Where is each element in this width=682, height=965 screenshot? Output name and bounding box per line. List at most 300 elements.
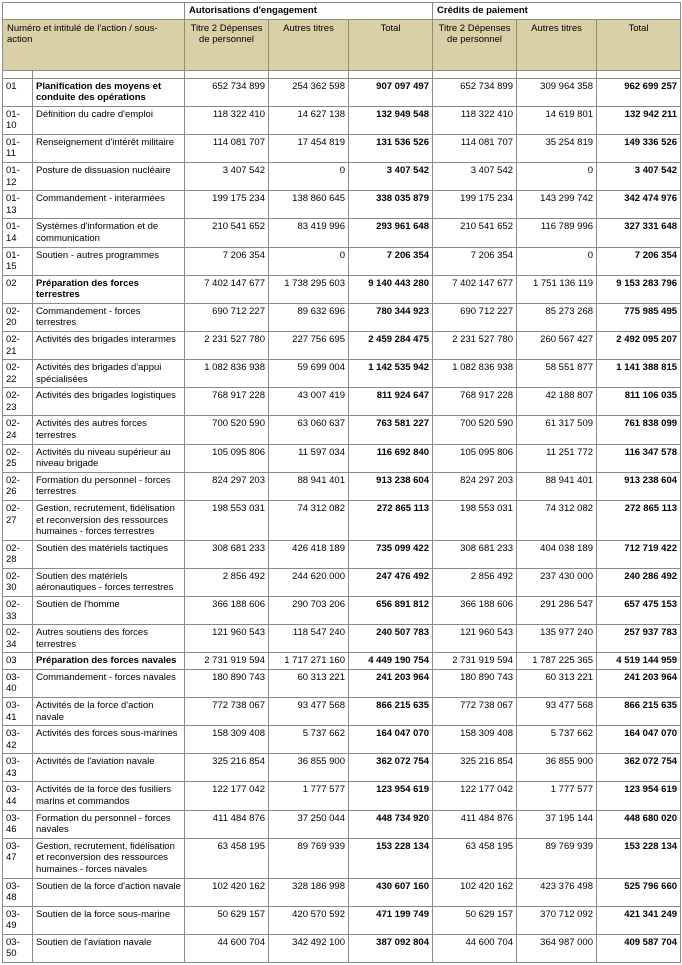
ae-total-cell: 293 961 648: [349, 219, 433, 247]
row-code: 01: [3, 78, 33, 106]
ae-titre2-cell: 199 175 234: [185, 191, 269, 219]
ae-titre2-cell: 114 081 707: [185, 134, 269, 162]
ae-titre2-cell: 158 309 408: [185, 726, 269, 754]
ae-titre2-cell: 308 681 233: [185, 540, 269, 568]
cp-total-cell: 421 341 249: [597, 906, 681, 934]
cp-autres-cell: 370 712 092: [517, 906, 597, 934]
cp-titre2-cell: 824 297 203: [433, 472, 517, 500]
cp-autres-cell: 37 195 144: [517, 810, 597, 838]
cp-autres-cell: 58 551 877: [517, 360, 597, 388]
table-row: [3, 568, 681, 596]
row-label: Activités de la force des fusiliers marins et commandos: [33, 782, 185, 810]
ae-total-cell: 247 476 492: [349, 568, 433, 596]
row-label: Commandement - forces terrestres: [33, 303, 185, 331]
ae-titre2-cell: 652 734 899: [185, 78, 269, 106]
ae-titre2-cell: 768 917 228: [185, 388, 269, 416]
cp-titre2-cell: 325 216 854: [433, 754, 517, 782]
cp-titre2-cell: 63 458 195: [433, 838, 517, 878]
row-label: Activités du niveau supérieur au niveau brigade: [33, 444, 185, 472]
cp-total-cell: 962 699 257: [597, 78, 681, 106]
cp-total-cell: 712 719 422: [597, 540, 681, 568]
cp-titre2-cell: 768 917 228: [433, 388, 517, 416]
cp-titre2-cell: 700 520 590: [433, 416, 517, 444]
ae-titre2-cell: 210 541 652: [185, 219, 269, 247]
table-row: [3, 247, 681, 275]
row-label: Soutien des matériels tactiques: [33, 540, 185, 568]
cp-autres-cell: 1 751 136 119: [517, 275, 597, 303]
ae-autres-cell: 89 769 939: [269, 838, 349, 878]
ae-autres-cell: 426 418 189: [269, 540, 349, 568]
row-code: 03-50: [3, 934, 33, 962]
row-code: 01-11: [3, 134, 33, 162]
cp-total-cell: 775 985 495: [597, 303, 681, 331]
table-row: [3, 726, 681, 754]
ae-autres-cell: 63 060 637: [269, 416, 349, 444]
row-label: Préparation des forces navales: [33, 653, 185, 670]
cp-total-cell: 525 796 660: [597, 878, 681, 906]
ae-autres-cell: 118 547 240: [269, 625, 349, 653]
table-row: [3, 275, 681, 303]
ae-autres-cell: 290 703 206: [269, 596, 349, 624]
cp-titre2-cell: 210 541 652: [433, 219, 517, 247]
table-row: [3, 191, 681, 219]
ae-titre2-cell: 121 960 543: [185, 625, 269, 653]
ae-total-cell: 338 035 879: [349, 191, 433, 219]
cp-autres-cell: 1 787 225 365: [517, 653, 597, 670]
ae-total-cell: 763 581 227: [349, 416, 433, 444]
ae-total-cell: 9 140 443 280: [349, 275, 433, 303]
ae-titre2-cell: 3 407 542: [185, 163, 269, 191]
ae-total-cell: 132 949 548: [349, 106, 433, 134]
ae-autres-cell: 89 632 696: [269, 303, 349, 331]
table-row: [3, 78, 681, 106]
ae-autres-cell: 138 860 645: [269, 191, 349, 219]
row-label: Activités de la force d'action navale: [33, 698, 185, 726]
ae-autres-cell: 17 454 819: [269, 134, 349, 162]
ae-autres-cell: 1 717 271 160: [269, 653, 349, 670]
row-code: 03-41: [3, 698, 33, 726]
cp-total-cell: 409 587 704: [597, 934, 681, 962]
row-label: Activités des brigades d'appui spécialisées: [33, 360, 185, 388]
table-row: [3, 416, 681, 444]
ae-titre2-cell: 700 520 590: [185, 416, 269, 444]
row-code: 02-26: [3, 472, 33, 500]
ae-total-cell: 866 215 635: [349, 698, 433, 726]
table-row: [3, 106, 681, 134]
cp-total-cell: 811 106 035: [597, 388, 681, 416]
cp-autres-cell: 0: [517, 247, 597, 275]
budget-table: [2, 2, 681, 963]
row-label: Activités des brigades logistiques: [33, 388, 185, 416]
table-row: [3, 782, 681, 810]
table-row: [3, 698, 681, 726]
row-code: 02-24: [3, 416, 33, 444]
spacer-cell: [185, 70, 269, 78]
cp-autres-cell: 85 273 268: [517, 303, 597, 331]
row-code: 03-40: [3, 669, 33, 697]
cp-autres-cell: 423 376 498: [517, 878, 597, 906]
cp-autres-cell: 61 317 509: [517, 416, 597, 444]
ae-titre2-cell: 198 553 031: [185, 500, 269, 540]
row-label: Préparation des forces terrestres: [33, 275, 185, 303]
cp-autres-cell: 1 777 577: [517, 782, 597, 810]
table-row: [3, 500, 681, 540]
spacer-cell: [433, 70, 517, 78]
row-code: 03-47: [3, 838, 33, 878]
cp-titre2-cell: 118 322 410: [433, 106, 517, 134]
cp-titre2-cell: 105 095 806: [433, 444, 517, 472]
cp-titre2-cell: 199 175 234: [433, 191, 517, 219]
cp-autres-cell: 135 977 240: [517, 625, 597, 653]
row-code: 01-15: [3, 247, 33, 275]
cp-autres-cell: 364 987 000: [517, 934, 597, 962]
table-row: [3, 878, 681, 906]
row-code: 03: [3, 653, 33, 670]
row-code: 03-46: [3, 810, 33, 838]
spacer-cell: [517, 70, 597, 78]
cp-total-cell: 9 153 283 796: [597, 275, 681, 303]
row-label: Activités de l'aviation navale: [33, 754, 185, 782]
row-code: 02-33: [3, 596, 33, 624]
table-row: [3, 219, 681, 247]
ae-titre2-cell: 63 458 195: [185, 838, 269, 878]
cp-titre2-cell: 308 681 233: [433, 540, 517, 568]
table-row: [3, 388, 681, 416]
cp-autres-cell: 88 941 401: [517, 472, 597, 500]
column-header-ae-total: Total: [349, 19, 433, 70]
cp-titre2-cell: 50 629 157: [433, 906, 517, 934]
cp-titre2-cell: 102 420 162: [433, 878, 517, 906]
ae-autres-cell: 14 627 138: [269, 106, 349, 134]
spacer-cell: [269, 70, 349, 78]
ae-titre2-cell: 50 629 157: [185, 906, 269, 934]
ae-autres-cell: 43 007 419: [269, 388, 349, 416]
ae-titre2-cell: 122 177 042: [185, 782, 269, 810]
row-code: 02-22: [3, 360, 33, 388]
cp-total-cell: 164 047 070: [597, 726, 681, 754]
spacer-row: [3, 70, 681, 78]
row-code: 02-23: [3, 388, 33, 416]
ae-total-cell: 4 449 190 754: [349, 653, 433, 670]
ae-titre2-cell: 2 856 492: [185, 568, 269, 596]
ae-autres-cell: 88 941 401: [269, 472, 349, 500]
cp-autres-cell: 36 855 900: [517, 754, 597, 782]
ae-total-cell: 1 142 535 942: [349, 360, 433, 388]
ae-titre2-cell: 105 095 806: [185, 444, 269, 472]
row-label: Systèmes d'information et de communication: [33, 219, 185, 247]
cp-total-cell: 866 215 635: [597, 698, 681, 726]
cp-total-cell: 4 519 144 959: [597, 653, 681, 670]
cp-titre2-cell: 3 407 542: [433, 163, 517, 191]
ae-titre2-cell: 366 188 606: [185, 596, 269, 624]
ae-titre2-cell: 7 206 354: [185, 247, 269, 275]
ae-titre2-cell: 824 297 203: [185, 472, 269, 500]
ae-total-cell: 471 199 749: [349, 906, 433, 934]
ae-total-cell: 780 344 923: [349, 303, 433, 331]
row-code: 02-25: [3, 444, 33, 472]
row-label: Activités des autres forces terrestres: [33, 416, 185, 444]
cp-total-cell: 116 347 578: [597, 444, 681, 472]
table-row: [3, 303, 681, 331]
cp-titre2-cell: 198 553 031: [433, 500, 517, 540]
row-code: 02: [3, 275, 33, 303]
ae-total-cell: 240 507 783: [349, 625, 433, 653]
ae-titre2-cell: 180 890 743: [185, 669, 269, 697]
cp-autres-cell: 11 251 772: [517, 444, 597, 472]
row-label: Définition du cadre d'emploi: [33, 106, 185, 134]
ae-total-cell: 362 072 754: [349, 754, 433, 782]
ae-titre2-cell: 118 322 410: [185, 106, 269, 134]
row-label: Formation du personnel - forces navales: [33, 810, 185, 838]
ae-total-cell: 131 536 526: [349, 134, 433, 162]
cp-autres-cell: 5 737 662: [517, 726, 597, 754]
ae-autres-cell: 0: [269, 247, 349, 275]
row-label: Soutien de l'aviation navale: [33, 934, 185, 962]
row-label: Soutien - autres programmes: [33, 247, 185, 275]
ae-total-cell: 811 924 647: [349, 388, 433, 416]
ae-autres-cell: 37 250 044: [269, 810, 349, 838]
cp-total-cell: 149 336 526: [597, 134, 681, 162]
column-header-row: [3, 19, 681, 70]
cp-titre2-cell: 7 206 354: [433, 247, 517, 275]
cp-total-cell: 1 141 388 815: [597, 360, 681, 388]
cp-total-cell: 761 838 099: [597, 416, 681, 444]
spacer-cell: [33, 70, 185, 78]
cp-titre2-cell: 690 712 227: [433, 303, 517, 331]
table-row: [3, 625, 681, 653]
column-header-cp-autres: Autres titres: [517, 19, 597, 70]
cp-total-cell: 913 238 604: [597, 472, 681, 500]
spacer-cell: [349, 70, 433, 78]
cp-total-cell: 241 203 964: [597, 669, 681, 697]
cp-titre2-cell: 2 231 527 780: [433, 331, 517, 359]
table-body: [3, 70, 681, 962]
spacer-cell: [597, 70, 681, 78]
ae-total-cell: 7 206 354: [349, 247, 433, 275]
ae-total-cell: 387 092 804: [349, 934, 433, 962]
row-code: 01-13: [3, 191, 33, 219]
row-code: 02-28: [3, 540, 33, 568]
cp-autres-cell: 309 964 358: [517, 78, 597, 106]
ae-total-cell: 656 891 812: [349, 596, 433, 624]
ae-total-cell: 430 607 160: [349, 878, 433, 906]
row-label: Planification des moyens et conduite des opérations: [33, 78, 185, 106]
row-code: 01-14: [3, 219, 33, 247]
ae-autres-cell: 59 699 004: [269, 360, 349, 388]
ae-titre2-cell: 102 420 162: [185, 878, 269, 906]
ae-autres-cell: 5 737 662: [269, 726, 349, 754]
cp-total-cell: 7 206 354: [597, 247, 681, 275]
cp-titre2-cell: 158 309 408: [433, 726, 517, 754]
ae-total-cell: 907 097 497: [349, 78, 433, 106]
ae-total-cell: 448 734 920: [349, 810, 433, 838]
table-row: [3, 810, 681, 838]
row-code: 03-43: [3, 754, 33, 782]
table-row: [3, 754, 681, 782]
cp-titre2-cell: 366 188 606: [433, 596, 517, 624]
row-code: 03-49: [3, 906, 33, 934]
cp-total-cell: 123 954 619: [597, 782, 681, 810]
ae-autres-cell: 1 777 577: [269, 782, 349, 810]
group-header-credits: Crédits de paiement: [433, 3, 681, 20]
cp-total-cell: 342 474 976: [597, 191, 681, 219]
ae-titre2-cell: 772 738 067: [185, 698, 269, 726]
table-row: [3, 596, 681, 624]
row-label: Commandement - interarmées: [33, 191, 185, 219]
row-label: Gestion, recrutement, fidélisation et reconversion des ressources humaines - forces terrestres: [33, 500, 185, 540]
cp-total-cell: 657 475 153: [597, 596, 681, 624]
table-row: [3, 331, 681, 359]
cp-total-cell: 3 407 542: [597, 163, 681, 191]
cp-autres-cell: 35 254 819: [517, 134, 597, 162]
row-label: Renseignement d'intérêt militaire: [33, 134, 185, 162]
cp-total-cell: 448 680 020: [597, 810, 681, 838]
table-row: [3, 934, 681, 962]
ae-autres-cell: 328 186 998: [269, 878, 349, 906]
cp-autres-cell: 60 313 221: [517, 669, 597, 697]
cp-total-cell: 272 865 113: [597, 500, 681, 540]
cp-total-cell: 2 492 095 207: [597, 331, 681, 359]
ae-titre2-cell: 7 402 147 677: [185, 275, 269, 303]
ae-total-cell: 913 238 604: [349, 472, 433, 500]
corner-cell: [3, 3, 185, 20]
row-code: 01-10: [3, 106, 33, 134]
cp-titre2-cell: 180 890 743: [433, 669, 517, 697]
row-code: 01-12: [3, 163, 33, 191]
table-row: [3, 540, 681, 568]
cp-titre2-cell: 114 081 707: [433, 134, 517, 162]
row-label: Commandement - forces navales: [33, 669, 185, 697]
ae-total-cell: 164 047 070: [349, 726, 433, 754]
ae-titre2-cell: 2 731 919 594: [185, 653, 269, 670]
group-header-autorisations: Autorisations d'engagement: [185, 3, 433, 20]
cp-total-cell: 132 942 211: [597, 106, 681, 134]
ae-total-cell: 123 954 619: [349, 782, 433, 810]
group-header-row: [3, 3, 681, 20]
ae-total-cell: 2 459 284 475: [349, 331, 433, 359]
cp-autres-cell: 0: [517, 163, 597, 191]
ae-autres-cell: 244 620 000: [269, 568, 349, 596]
cp-titre2-cell: 2 856 492: [433, 568, 517, 596]
column-header-ae-titre2: Titre 2 Dépenses de personnel: [185, 19, 269, 70]
ae-titre2-cell: 1 082 836 938: [185, 360, 269, 388]
table-row: [3, 134, 681, 162]
cp-autres-cell: 291 286 547: [517, 596, 597, 624]
ae-autres-cell: 420 570 592: [269, 906, 349, 934]
table-row: [3, 360, 681, 388]
row-code: 03-42: [3, 726, 33, 754]
ae-titre2-cell: 411 484 876: [185, 810, 269, 838]
table-row: [3, 653, 681, 670]
ae-autres-cell: 0: [269, 163, 349, 191]
ae-total-cell: 3 407 542: [349, 163, 433, 191]
ae-autres-cell: 227 756 695: [269, 331, 349, 359]
cp-titre2-cell: 7 402 147 677: [433, 275, 517, 303]
ae-autres-cell: 11 597 034: [269, 444, 349, 472]
cp-titre2-cell: 122 177 042: [433, 782, 517, 810]
cp-autres-cell: 74 312 082: [517, 500, 597, 540]
ae-autres-cell: 93 477 568: [269, 698, 349, 726]
cp-titre2-cell: 652 734 899: [433, 78, 517, 106]
ae-autres-cell: 1 738 295 603: [269, 275, 349, 303]
cp-total-cell: 327 331 648: [597, 219, 681, 247]
cp-autres-cell: 116 789 996: [517, 219, 597, 247]
table-row: [3, 163, 681, 191]
ae-total-cell: 153 228 134: [349, 838, 433, 878]
ae-total-cell: 116 692 840: [349, 444, 433, 472]
column-header-ae-autres: Autres titres: [269, 19, 349, 70]
ae-total-cell: 241 203 964: [349, 669, 433, 697]
cp-titre2-cell: 2 731 919 594: [433, 653, 517, 670]
ae-autres-cell: 254 362 598: [269, 78, 349, 106]
cp-autres-cell: 89 769 939: [517, 838, 597, 878]
cp-autres-cell: 404 038 189: [517, 540, 597, 568]
row-code: 02-20: [3, 303, 33, 331]
ae-titre2-cell: 2 231 527 780: [185, 331, 269, 359]
table-row: [3, 669, 681, 697]
cp-titre2-cell: 44 600 704: [433, 934, 517, 962]
ae-autres-cell: 342 492 100: [269, 934, 349, 962]
ae-titre2-cell: 44 600 704: [185, 934, 269, 962]
row-code: 02-30: [3, 568, 33, 596]
table-row: [3, 444, 681, 472]
cp-autres-cell: 93 477 568: [517, 698, 597, 726]
ae-autres-cell: 83 419 996: [269, 219, 349, 247]
ae-titre2-cell: 325 216 854: [185, 754, 269, 782]
column-header-cp-titre2: Titre 2 Dépenses de personnel: [433, 19, 517, 70]
row-code: 02-34: [3, 625, 33, 653]
table-row: [3, 472, 681, 500]
row-label: Soutien de l'homme: [33, 596, 185, 624]
cp-total-cell: 362 072 754: [597, 754, 681, 782]
ae-autres-cell: 74 312 082: [269, 500, 349, 540]
ae-total-cell: 735 099 422: [349, 540, 433, 568]
ae-autres-cell: 36 855 900: [269, 754, 349, 782]
table-row: [3, 906, 681, 934]
cp-autres-cell: 42 188 807: [517, 388, 597, 416]
cp-autres-cell: 14 619 801: [517, 106, 597, 134]
cp-titre2-cell: 1 082 836 938: [433, 360, 517, 388]
cp-total-cell: 153 228 134: [597, 838, 681, 878]
cp-autres-cell: 260 567 427: [517, 331, 597, 359]
row-code: 02-21: [3, 331, 33, 359]
row-label: Posture de dissuasion nucléaire: [33, 163, 185, 191]
cp-total-cell: 257 937 783: [597, 625, 681, 653]
row-label: Activités des forces sous-marines: [33, 726, 185, 754]
row-label: Gestion, recrutement, fidélisation et reconversion des ressources humaines - forces navales: [33, 838, 185, 878]
row-label: Soutien de la force sous-marine: [33, 906, 185, 934]
row-code: 02-27: [3, 500, 33, 540]
table-row: [3, 838, 681, 878]
row-label: Activités des brigades interarmes: [33, 331, 185, 359]
cp-titre2-cell: 121 960 543: [433, 625, 517, 653]
column-header-action: Numéro et intitulé de l'action / sous-action: [3, 19, 185, 70]
row-label: Autres soutiens des forces terrestres: [33, 625, 185, 653]
row-label: Formation du personnel - forces terrestres: [33, 472, 185, 500]
cp-titre2-cell: 411 484 876: [433, 810, 517, 838]
row-code: 03-48: [3, 878, 33, 906]
row-label: Soutien de la force d'action navale: [33, 878, 185, 906]
row-code: 03-44: [3, 782, 33, 810]
ae-titre2-cell: 690 712 227: [185, 303, 269, 331]
row-label: Soutien des matériels aéronautiques - forces terrestres: [33, 568, 185, 596]
spacer-cell: [3, 70, 33, 78]
column-header-cp-total: Total: [597, 19, 681, 70]
ae-autres-cell: 60 313 221: [269, 669, 349, 697]
ae-total-cell: 272 865 113: [349, 500, 433, 540]
cp-titre2-cell: 772 738 067: [433, 698, 517, 726]
cp-autres-cell: 237 430 000: [517, 568, 597, 596]
